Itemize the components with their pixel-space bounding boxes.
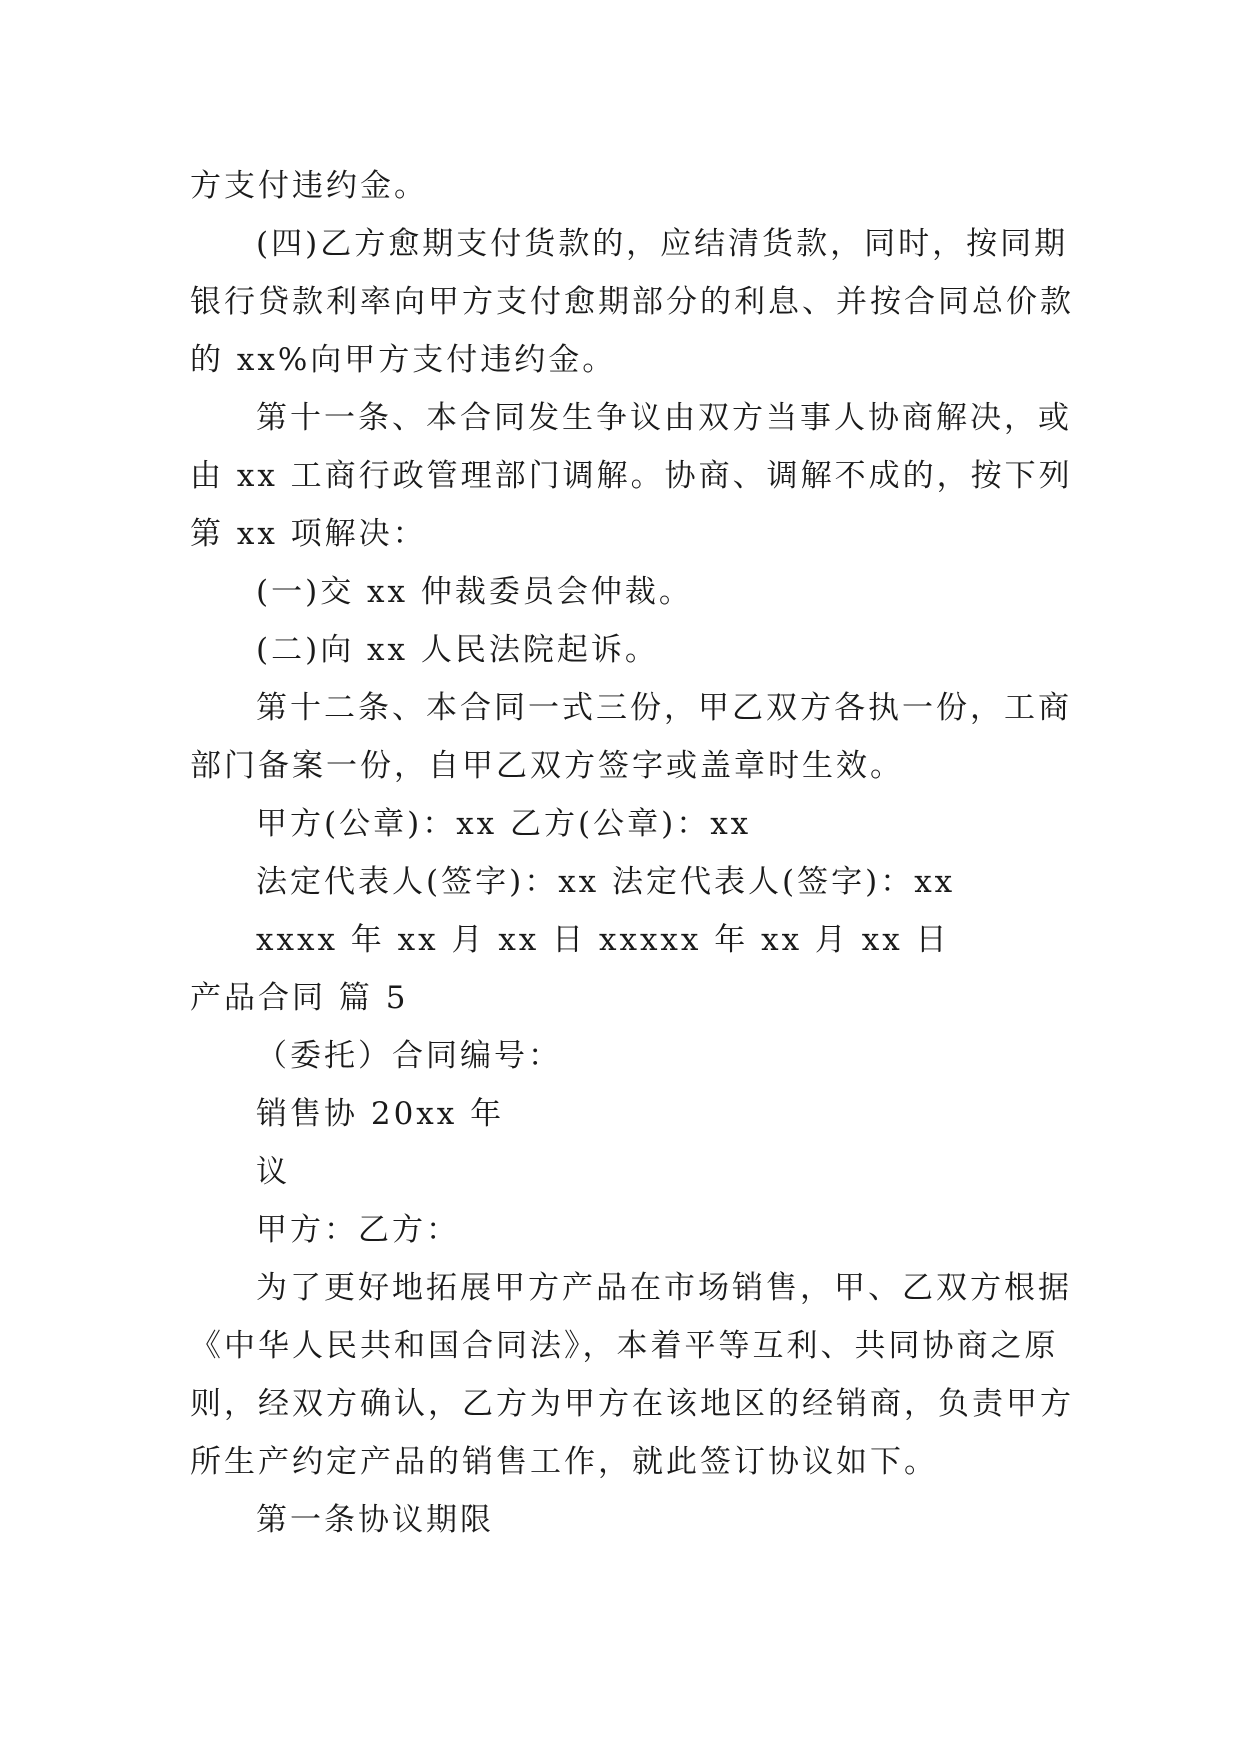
- text-line: (四)乙方愈期支付货款的，应结清货款，同时，按同期: [256, 226, 1069, 262]
- text-line: 议: [256, 1154, 290, 1190]
- text-line: 由 xx 工商行政管理部门调解。协商、调解不成的，按下列: [190, 458, 1073, 494]
- text-line: 为了更好地拓展甲方产品在市场销售，甲、乙双方根据: [256, 1270, 1072, 1306]
- text-line: 银行贷款利率向甲方支付愈期部分的利息、并按合同总价款: [190, 284, 1074, 320]
- text-line: 销售协 20xx 年: [256, 1096, 505, 1132]
- text-line: 第十二条、本合同一式三份，甲乙双方各执一份，工商: [256, 690, 1072, 726]
- text-line: 部门备案一份，自甲乙双方签字或盖章时生效。: [190, 748, 904, 784]
- text-line: xxxx 年 xx 月 xx 日 xxxxx 年 xx 月 xx 日: [256, 922, 950, 958]
- text-line: 第 xx 项解决：: [190, 516, 427, 552]
- text-line: 所生产约定产品的销售工作，就此签订协议如下。: [190, 1444, 938, 1480]
- text-line: (一)交 xx 仲裁委员会仲裁。: [256, 574, 693, 610]
- text-line: (二)向 xx 人民法院起诉。: [256, 632, 659, 668]
- text-line: 方支付违约金。: [190, 168, 428, 204]
- text-line: 《中华人民共和国合同法》，本着平等互利、共同协商之原: [190, 1328, 1059, 1364]
- text-line: 则，经双方确认，乙方为甲方在该地区的经销商，负责甲方: [190, 1386, 1074, 1422]
- text-line: 甲方：乙方：: [256, 1212, 460, 1248]
- text-line: 第十一条、本合同发生争议由双方当事人协商解决，或: [256, 400, 1072, 436]
- text-line: 法定代表人(签字)：xx 法定代表人(签字)：xx: [256, 864, 956, 900]
- text-line: 的 xx%向甲方支付违约金。: [190, 342, 617, 378]
- text-line: 甲方(公章)：xx 乙方(公章)：xx: [256, 806, 752, 842]
- text-line: 第一条协议期限: [256, 1502, 494, 1538]
- text-line: （委托）合同编号：: [256, 1038, 562, 1074]
- section-heading: 产品合同 篇 5: [190, 980, 409, 1016]
